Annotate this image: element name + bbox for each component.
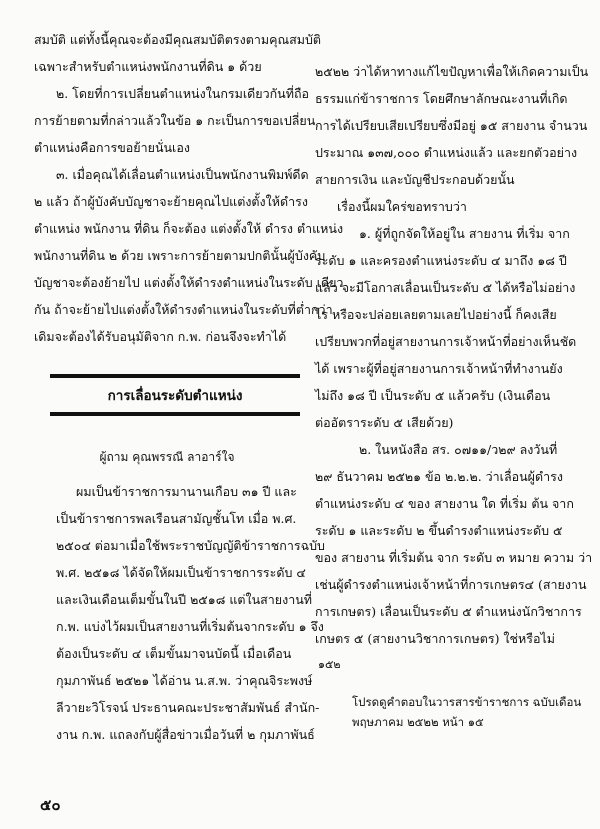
text-line: ไม่ถึง ๑๘ ปี เป็นระดับ ๕ แล้วครับ (เงินเดือน [315,388,551,403]
text-line: ๒๕๒๒ ว่าได้หาทางแก้ไขปัญหาเพื่อให้เกิดความเป็น [315,64,589,79]
text-line: ผมเป็นข้าราชการมานานเกือบ ๓๑ ปี และ [76,484,297,499]
text-line: ตำแหน่งคือการขอย้ายนั่นเอง [34,140,190,155]
section-title: การเลื่อนระดับตำแหน่ง [50,374,300,416]
text-line: ระดับ ๑ และครองตำแหน่งระดับ ๔ มาถึง ๑๘ ปี [315,253,567,268]
left-column-top [34,26,344,350]
text-line: ของ สายงาน ที่เริ่มต้น จาก ระดับ ๓ หมาย ความ ว่า [315,550,593,565]
text-line: สมบัติ แต่ทั้งนี้คุณจะต้องมีคุณสมบัติตรงตามคุณสมบัติ [34,32,321,47]
text-line: ต่ออัตราระดับ ๕ เสียด้วย) [315,415,454,430]
text-line: สายการเงิน และบัญชีประกอบด้วยนั้น [315,172,515,187]
left-column-body [56,478,325,748]
text-line: และเงินเดือนเต็มขั้นในปี ๒๕๑๘ แต่ในสายงานที่ [56,592,313,607]
text-line: บัญชาจะต้องย้ายไป แต่งตั้งให้ดำรงตำแหน่งในระดับ เดียว [34,275,344,290]
text-line: การได้เปรียบเสียเปรียบซึ่งมีอยู่ ๑๕ สายงาน จำนวน [315,118,588,133]
text-line: ๑. ผู้ที่ถูกจัดให้อยู่ใน สายงาน ที่เริ่ม จาก [359,226,570,241]
text-line: ธรรมแก่ข้าราชการ โดยศึกษาลักษณะงานที่เกิด [315,91,568,106]
text-line: ได้ เพราะผู้ที่อยู่สายงานการเจ้าหน้าที่ทำงานยัง [315,361,563,376]
text-line: พนักงานที่ดิน ๒ ด้วย เพราะการย้ายตามปกตินั้นผู้บังคับ [34,248,326,263]
footnote [352,692,584,732]
text-line: ๒. โดยที่การเปลี่ยนตำแหน่งในกรมเดียวกันที่ถือ [56,86,310,101]
text-line: แล้ว จะมีโอกาสเลื่อนเป็นระดับ ๕ ได้หรือไม่อย่าง [315,280,576,295]
author-line: ผู้ถาม คุณพรรณี ลาอาร์ใจ [99,450,235,464]
text-line: ๒. ในหนังสือ สร. ๐๗๑๑/ว๒๙ ลงวันที่ [359,442,558,457]
right-column [315,58,593,652]
footnote-mark: ๑๕๒ [318,658,341,671]
text-line: ตำแหน่งระดับ ๔ ของ สายงาน ใด ที่เริ่ม ต้น จาก [315,496,574,511]
text-line: ๒๙ ธันวาคม ๒๕๒๑ ข้อ ๒.๒.๒. ว่าเลื่อนผู้ดำรง [315,469,563,484]
text-line: ประมาณ ๑๓๗,๐๐๐ ตำแหน่งแล้ว และยกตัวอย่าง [315,145,578,160]
text-line: งาน ก.พ. แถลงกับผู้สื่อข่าวเมื่อวันที่ ๒ กุมภาพันธ์ [56,727,315,742]
text-line: ๒๕๐๔ ต่อมาเมื่อใช้พระราชบัญญัติข้าราชการฉบับ [56,538,325,553]
page-number: ๕๐ [40,796,61,814]
text-line: กุมภาพันธ์ ๒๕๒๑ ได้อ่าน น.ส.พ. ว่าคุณจิระพงษ์ [56,673,313,688]
text-line: เป็นข้าราชการพลเรือนสามัญชั้นโท เมื่อ พ.ศ. [56,511,297,526]
text-line: การย้ายตามที่กล่าวแล้วในข้อ ๑ กะเป็นการขอเปลี่ยน [34,113,316,128]
text-line: เกษตร ๕ (สายงานวิชาการเกษตร) ใช่หรือไม่ [315,631,555,646]
text-line: ต้องเป็นระดับ ๔ เต็มขั้นมาจนบัดนี้ เมื่อเดือน [56,646,292,661]
text-line: เดิมจะต้องได้รับอนุมัติจาก ก.พ. ก่อนจึงจะทำได้ [34,329,287,344]
text-line: ลีวายะวิโรจน์ ประธานคณะประชาสัมพันธ์ สำนัก- [56,700,320,715]
text-line: เรื่องนี้ผมใคร่ขอทราบว่า [337,199,467,214]
footnote-line: โปรดดูคำตอบในวารสารข้าราชการ ฉบับเดือน [352,695,582,709]
text-line: เฉพาะสำหรับตำแหน่งพนักงานที่ดิน ๑ ด้วย [34,59,262,74]
text-line: ตำแหน่ง พนักงาน ที่ดิน ก็จะต้อง แต่งตั้งให้ ดำรง ตำแหน่ง [34,221,344,236]
text-line: การเกษตร) เลื่อนเป็นระดับ ๕ ตำแหน่งนักวิชาการ [315,604,582,619]
text-line: เปรียบพวกที่อยู่สายงานการเจ้าหน้าที่อย่างเห็นชัด [315,334,577,349]
text-line: เช่นผู้ดำรงตำแหน่งเจ้าหน้าที่การเกษตร๔ (สายงาน [315,577,587,592]
text-line: ก.พ. แบ่งไว้ผมเป็นสายงานที่เริ่มต้นจากระดับ ๑ จึง [56,619,324,634]
text-line: ระดับ ๑ และระดับ ๒ ขึ้นดำรงตำแหน่งระดับ ๕ [315,523,563,538]
text-line: ๓. เมื่อคุณได้เลื่อนตำแหน่งเป็นพนักงานพิมพ์ดีด [56,167,309,182]
text-line: กัน ถ้าจะย้ายไปแต่งตั้งให้ดำรงตำแหน่งในระดับที่ต่ำกว่า [34,302,333,317]
text-line: พ.ศ. ๒๕๑๘ ได้จัดให้ผมเป็นข้าราชการระดับ ๔ [56,565,306,580]
text-line: ๒ แล้ว ถ้าผู้บังคับบัญชาจะย้ายคุณไปแต่งตั้งให้ดำรง [34,194,308,209]
text-line: ไร หรือจะปล่อยเลยตามเลยไปอย่างนี้ ก็คงเสีย [315,307,557,322]
footnote-line: พฤษภาคม ๒๕๒๒ หน้า ๑๕ [352,715,484,729]
